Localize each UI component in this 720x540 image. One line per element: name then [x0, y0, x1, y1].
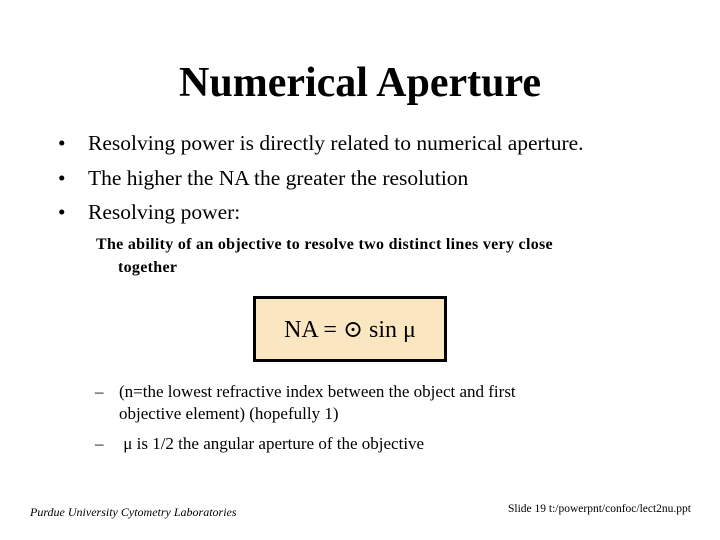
bullet-text: The higher the NA the greater the resolution: [88, 165, 469, 190]
sub-bullet-text: (n=the lowest refractive index between the object and first: [119, 382, 516, 401]
sub-bullet-text: μ is 1/2 the angular aperture of the objective: [119, 434, 425, 453]
bullet-text: Resolving power:: [88, 200, 241, 224]
bullet-symbol: •: [58, 131, 66, 155]
sub-bullet-text: objective element) (hopefully 1): [119, 404, 339, 423]
bullet-item: [58, 161, 584, 196]
dash-symbol: –: [95, 382, 104, 401]
footer-slide-info: Slide 19 t:/powerpnt/confoc/lect2nu.ppt: [508, 503, 692, 515]
slide-title: Numerical Aperture: [179, 60, 541, 106]
sub-bullet-item: [95, 381, 516, 425]
sub-bullet-item: [95, 433, 516, 455]
sub-bullet-list: [95, 381, 516, 455]
bullet-item: [58, 195, 584, 230]
bullet-list: [58, 126, 584, 230]
bullet-symbol: •: [58, 200, 66, 224]
bullet-text: Resolving power is directly related to numerical aperture.: [88, 131, 584, 155]
formula-box: [253, 296, 447, 362]
dash-symbol: –: [95, 434, 104, 453]
bullet-item: [58, 126, 584, 161]
definition-line: together: [118, 259, 178, 276]
footer-lab-name: Purdue University Cytometry Laboratories: [30, 505, 237, 519]
definition-text: [96, 233, 676, 279]
bullet-symbol: •: [58, 165, 66, 190]
formula-text: NA = ⊙ sin μ: [284, 316, 416, 343]
definition-line: The ability of an objective to resolve two distinct lines very close: [96, 236, 553, 253]
